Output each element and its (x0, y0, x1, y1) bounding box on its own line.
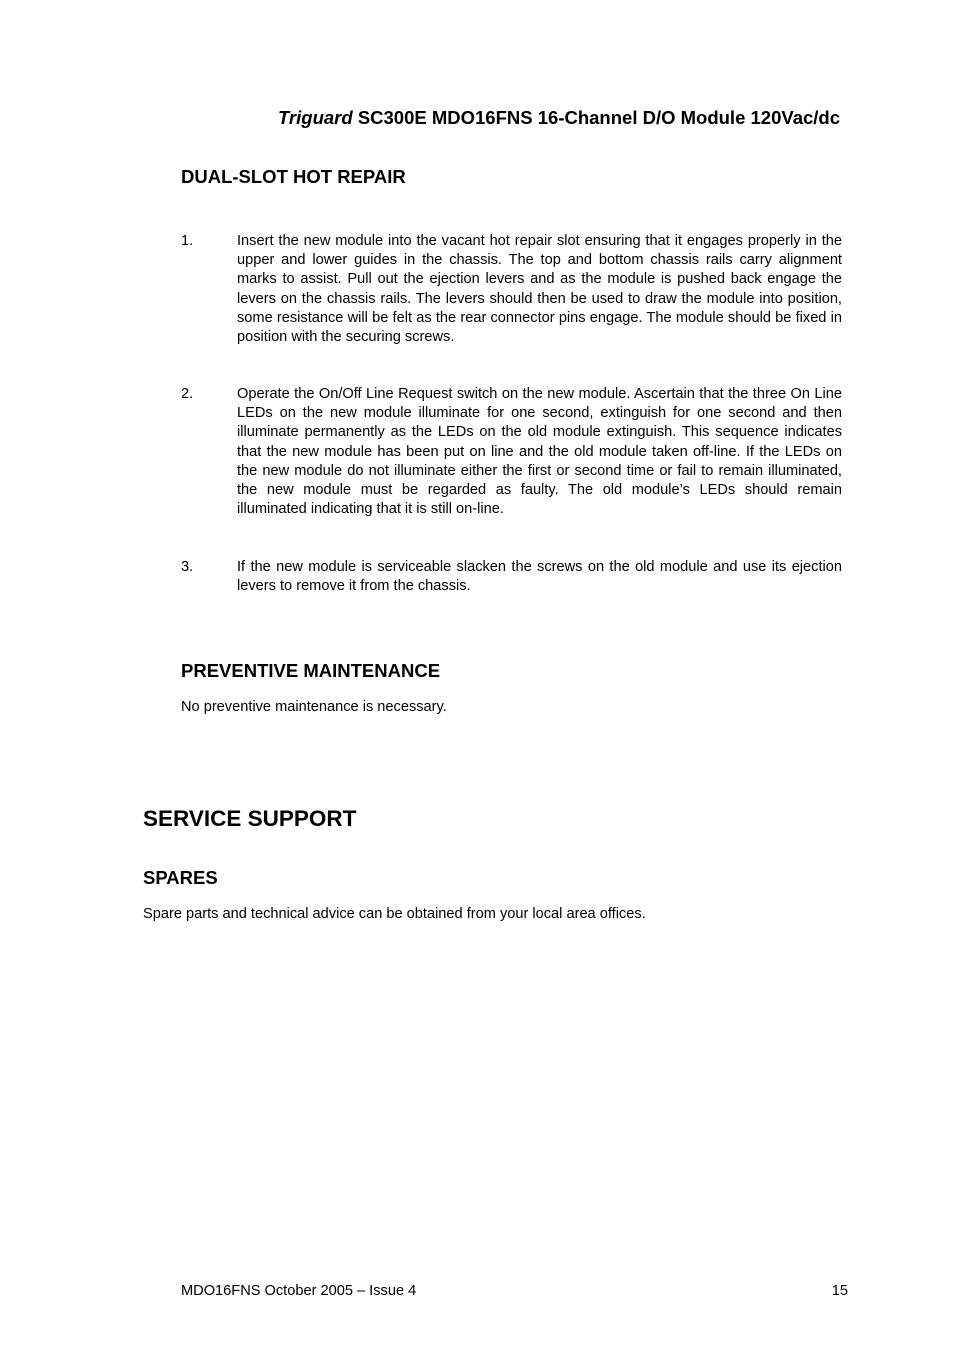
step-number: 3. (181, 559, 194, 575)
spares-text: Spare parts and technical advice can be obtained from your local area offices. (143, 906, 646, 922)
preventive-heading: PREVENTIVE MAINTENANCE (181, 660, 441, 681)
header-title: SC300E MDO16FNS 16-Channel D/O Module 120Vac/dc (357, 107, 840, 128)
page-header (240, 106, 840, 130)
service-support-heading: SERVICE SUPPORT (143, 806, 357, 831)
step-number: 2. (181, 386, 194, 402)
header-brand: Triguard (277, 107, 353, 128)
dual-slot-heading: DUAL-SLOT HOT REPAIR (181, 166, 406, 187)
spares-heading: SPARES (143, 867, 218, 888)
step-number: 1. (181, 233, 194, 249)
step-text: Insert the new module into the vacant hot repair slot ensuring that it engages properly in the upper and lower guides in the chassis. The top and bottom chassis rails carry alignment marks to assist. Pull out the ejection levers and as the module is pushed back engage the levers on the chassis rails. The levers should then be used to draw the module into position, some resistance will be felt as the rear connector pins engage. The module should be fixed in position with the securing screws. (237, 233, 842, 346)
preventive-text: No preventive maintenance is necessary. (181, 699, 447, 715)
step-text: If the new module is serviceable slacken the screws on the old module and use its ejection levers to remove it from the chassis. (237, 559, 842, 595)
footer-doc-info: MDO16FNS October 2005 – Issue 4 (181, 1283, 417, 1299)
step-text: Operate the On/Off Line Request switch on the new module. Ascertain that the three On Line LEDs on the new module illuminate for one second, extinguish for one second and then illuminate permanently as the LEDs on the old module extinguish. This sequence indicates that the new module has been put on line and the old module taken off-line. If the LEDs on the new module do not illuminate either the first or second time or fail to remain illuminated, the new module must be regarded as faulty. The old module’s LEDs should remain illuminated indicating that it is still on-line. (237, 386, 842, 518)
footer-page-number: 15 (831, 1283, 848, 1299)
